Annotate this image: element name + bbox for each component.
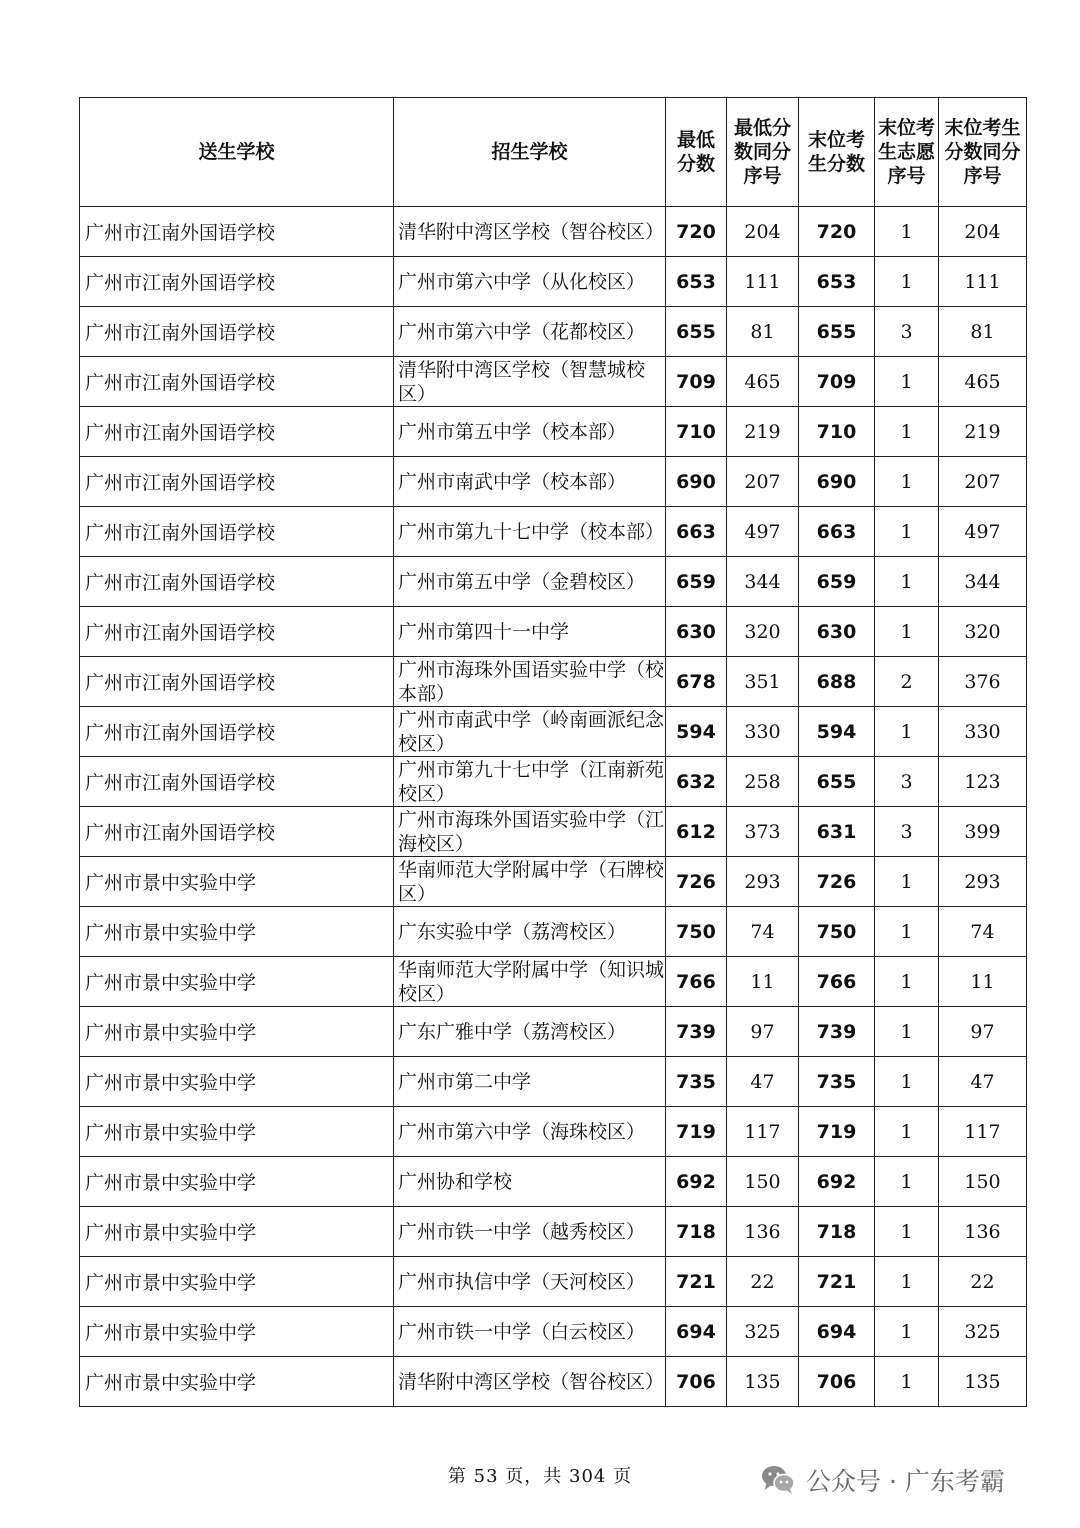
cell-sending-school: 广州市景中实验中学 [80,1307,394,1357]
cell-last-score: 739 [799,1007,875,1057]
table-row [80,957,1027,1007]
cell-last-score: 750 [799,907,875,957]
cell-last-choice-rank: 1 [875,1057,939,1107]
cell-admitting-school: 华南师范大学附属中学（知识城校区） [394,957,666,1007]
table-row [80,207,1027,257]
cell-last-score: 690 [799,457,875,507]
cell-admitting-school: 广州市执信中学（天河校区） [394,1257,666,1307]
header-sending-school: 送生学校 [80,98,394,207]
table-row [80,1307,1027,1357]
cell-last-score-tie-rank: 74 [939,907,1027,957]
cell-sending-school: 广州市江南外国语学校 [80,257,394,307]
cell-min-score: 720 [666,207,727,257]
cell-last-choice-rank: 1 [875,1007,939,1057]
cell-last-choice-rank: 1 [875,407,939,457]
header-last-score: 末位考生分数 [799,98,875,207]
cell-min-score-tie-rank: 74 [727,907,799,957]
cell-sending-school: 广州市景中实验中学 [80,1157,394,1207]
cell-sending-school: 广州市江南外国语学校 [80,807,394,857]
cell-min-score-tie-rank: 150 [727,1157,799,1207]
cell-min-score: 750 [666,907,727,957]
cell-min-score-tie-rank: 117 [727,1107,799,1157]
table-row [80,907,1027,957]
cell-last-score: 706 [799,1357,875,1407]
cell-last-score-tie-rank: 465 [939,357,1027,407]
cell-last-score-tie-rank: 293 [939,857,1027,907]
cell-last-score: 719 [799,1107,875,1157]
cell-admitting-school: 广州市第六中学（从化校区） [394,257,666,307]
table-row [80,357,1027,407]
cell-last-choice-rank: 1 [875,1107,939,1157]
cell-admitting-school: 广州协和学校 [394,1157,666,1207]
table-row [80,1257,1027,1307]
cell-last-choice-rank: 1 [875,207,939,257]
cell-min-score: 632 [666,757,727,807]
cell-admitting-school: 广州市第六中学（海珠校区） [394,1107,666,1157]
cell-last-choice-rank: 3 [875,307,939,357]
table-row [80,1207,1027,1257]
table-row [80,657,1027,707]
cell-min-score: 653 [666,257,727,307]
cell-sending-school: 广州市江南外国语学校 [80,457,394,507]
cell-min-score-tie-rank: 219 [727,407,799,457]
cell-min-score-tie-rank: 373 [727,807,799,857]
cell-last-score-tie-rank: 344 [939,557,1027,607]
cell-min-score: 709 [666,357,727,407]
cell-min-score: 630 [666,607,727,657]
cell-last-choice-rank: 1 [875,1157,939,1207]
cell-last-choice-rank: 1 [875,507,939,557]
cell-admitting-school: 广东实验中学（荔湾校区） [394,907,666,957]
cell-min-score-tie-rank: 497 [727,507,799,557]
cell-min-score: 678 [666,657,727,707]
table-row [80,407,1027,457]
cell-last-score-tie-rank: 376 [939,657,1027,707]
cell-last-score: 720 [799,207,875,257]
cell-sending-school: 广州市景中实验中学 [80,907,394,957]
cell-last-score-tie-rank: 22 [939,1257,1027,1307]
cell-last-score-tie-rank: 111 [939,257,1027,307]
cell-admitting-school: 广州市第五中学（金碧校区） [394,557,666,607]
cell-sending-school: 广州市景中实验中学 [80,1257,394,1307]
cell-last-score-tie-rank: 219 [939,407,1027,457]
cell-sending-school: 广州市江南外国语学校 [80,557,394,607]
cell-min-score: 694 [666,1307,727,1357]
cell-last-score: 594 [799,707,875,757]
cell-min-score-tie-rank: 207 [727,457,799,507]
cell-min-score-tie-rank: 330 [727,707,799,757]
table-header-row [80,98,1027,207]
cell-last-choice-rank: 1 [875,1207,939,1257]
cell-min-score-tie-rank: 204 [727,207,799,257]
admission-score-table [79,97,1027,1407]
cell-last-score: 710 [799,407,875,457]
cell-last-score: 655 [799,757,875,807]
cell-min-score-tie-rank: 344 [727,557,799,607]
cell-last-score-tie-rank: 135 [939,1357,1027,1407]
cell-min-score: 663 [666,507,727,557]
cell-last-score-tie-rank: 117 [939,1107,1027,1157]
cell-last-choice-rank: 1 [875,457,939,507]
table-row [80,1007,1027,1057]
cell-last-score: 631 [799,807,875,857]
cell-last-choice-rank: 1 [875,857,939,907]
cell-sending-school: 广州市江南外国语学校 [80,357,394,407]
cell-last-choice-rank: 1 [875,1307,939,1357]
cell-sending-school: 广州市江南外国语学校 [80,307,394,357]
cell-min-score: 766 [666,957,727,1007]
cell-admitting-school: 广州市第六中学（花都校区） [394,307,666,357]
cell-last-score: 630 [799,607,875,657]
cell-last-score-tie-rank: 325 [939,1307,1027,1357]
cell-last-score: 663 [799,507,875,557]
cell-last-score-tie-rank: 207 [939,457,1027,507]
watermark-text: 公众号 · 广东考霸 [806,1467,1005,1496]
header-last-choice-rank: 末位考生志愿序号 [875,98,939,207]
cell-admitting-school: 广东广雅中学（荔湾校区） [394,1007,666,1057]
cell-last-choice-rank: 1 [875,907,939,957]
cell-last-score: 692 [799,1157,875,1207]
cell-sending-school: 广州市景中实验中学 [80,857,394,907]
header-min-score: 最低分数 [666,98,727,207]
wechat-icon [760,1464,796,1496]
cell-last-score-tie-rank: 399 [939,807,1027,857]
table-row [80,257,1027,307]
cell-last-choice-rank: 1 [875,557,939,607]
cell-admitting-school: 广州市第二中学 [394,1057,666,1107]
cell-last-score-tie-rank: 81 [939,307,1027,357]
cell-last-score-tie-rank: 136 [939,1207,1027,1257]
cell-min-score-tie-rank: 111 [727,257,799,307]
cell-last-score-tie-rank: 320 [939,607,1027,657]
cell-last-choice-rank: 3 [875,757,939,807]
cell-min-score: 706 [666,1357,727,1407]
cell-min-score-tie-rank: 47 [727,1057,799,1107]
cell-last-score: 766 [799,957,875,1007]
cell-min-score: 659 [666,557,727,607]
cell-last-score-tie-rank: 97 [939,1007,1027,1057]
cell-admitting-school: 清华附中湾区学校（智慧城校区） [394,357,666,407]
table-row [80,557,1027,607]
table-row [80,857,1027,907]
table-row [80,1107,1027,1157]
cell-min-score: 710 [666,407,727,457]
cell-last-choice-rank: 1 [875,607,939,657]
cell-min-score-tie-rank: 22 [727,1257,799,1307]
cell-min-score-tie-rank: 97 [727,1007,799,1057]
cell-min-score-tie-rank: 136 [727,1207,799,1257]
cell-last-score-tie-rank: 204 [939,207,1027,257]
cell-last-choice-rank: 1 [875,1257,939,1307]
cell-min-score: 721 [666,1257,727,1307]
cell-min-score-tie-rank: 135 [727,1357,799,1407]
page-number: 第 53 页，共 304 页 [447,1466,633,1487]
watermark [760,1462,1005,1498]
cell-last-choice-rank: 1 [875,707,939,757]
cell-sending-school: 广州市景中实验中学 [80,1357,394,1407]
cell-admitting-school: 广州市铁一中学（白云校区） [394,1307,666,1357]
cell-last-choice-rank: 1 [875,357,939,407]
cell-admitting-school: 华南师范大学附属中学（石牌校区） [394,857,666,907]
cell-min-score-tie-rank: 293 [727,857,799,907]
cell-min-score: 726 [666,857,727,907]
cell-last-choice-rank: 2 [875,657,939,707]
cell-last-score: 718 [799,1207,875,1257]
cell-min-score: 739 [666,1007,727,1057]
cell-last-score: 655 [799,307,875,357]
header-min-score-tie-rank: 最低分数同分序号 [727,98,799,207]
cell-sending-school: 广州市江南外国语学校 [80,607,394,657]
cell-admitting-school: 广州市海珠外国语实验中学（江海校区） [394,807,666,857]
cell-admitting-school: 广州市海珠外国语实验中学（校本部） [394,657,666,707]
cell-sending-school: 广州市景中实验中学 [80,1207,394,1257]
cell-min-score: 612 [666,807,727,857]
cell-sending-school: 广州市景中实验中学 [80,1007,394,1057]
cell-admitting-school: 广州市南武中学（岭南画派纪念校区） [394,707,666,757]
table-row [80,1157,1027,1207]
cell-min-score: 655 [666,307,727,357]
cell-last-choice-rank: 3 [875,807,939,857]
cell-sending-school: 广州市江南外国语学校 [80,207,394,257]
table-row [80,457,1027,507]
cell-last-score-tie-rank: 123 [939,757,1027,807]
cell-min-score: 719 [666,1107,727,1157]
cell-admitting-school: 广州市第五中学（校本部） [394,407,666,457]
cell-min-score: 594 [666,707,727,757]
cell-last-choice-rank: 1 [875,957,939,1007]
table-row [80,707,1027,757]
cell-min-score-tie-rank: 11 [727,957,799,1007]
cell-admitting-school: 清华附中湾区学校（智谷校区） [394,207,666,257]
cell-sending-school: 广州市江南外国语学校 [80,507,394,557]
cell-min-score: 692 [666,1157,727,1207]
header-admitting-school: 招生学校 [394,98,666,207]
cell-admitting-school: 广州市第九十七中学（江南新苑校区） [394,757,666,807]
cell-sending-school: 广州市景中实验中学 [80,1107,394,1157]
cell-sending-school: 广州市江南外国语学校 [80,757,394,807]
cell-min-score-tie-rank: 258 [727,757,799,807]
cell-min-score-tie-rank: 351 [727,657,799,707]
cell-min-score: 718 [666,1207,727,1257]
cell-last-score: 659 [799,557,875,607]
cell-admitting-school: 广州市第四十一中学 [394,607,666,657]
table-row [80,1357,1027,1407]
cell-min-score-tie-rank: 325 [727,1307,799,1357]
cell-admitting-school: 广州市铁一中学（越秀校区） [394,1207,666,1257]
header-last-score-tie-rank: 末位考生分数同分序号 [939,98,1027,207]
cell-min-score: 690 [666,457,727,507]
table-row [80,807,1027,857]
cell-last-score: 688 [799,657,875,707]
cell-min-score-tie-rank: 320 [727,607,799,657]
cell-last-score: 721 [799,1257,875,1307]
cell-min-score: 735 [666,1057,727,1107]
cell-last-score-tie-rank: 330 [939,707,1027,757]
cell-admitting-school: 广州市第九十七中学（校本部） [394,507,666,557]
cell-sending-school: 广州市江南外国语学校 [80,407,394,457]
cell-last-score: 709 [799,357,875,407]
cell-min-score-tie-rank: 465 [727,357,799,407]
cell-last-choice-rank: 1 [875,257,939,307]
cell-last-score-tie-rank: 497 [939,507,1027,557]
table-row [80,507,1027,557]
cell-last-score-tie-rank: 11 [939,957,1027,1007]
cell-admitting-school: 清华附中湾区学校（智谷校区） [394,1357,666,1407]
cell-last-score-tie-rank: 150 [939,1157,1027,1207]
table-row [80,1057,1027,1107]
cell-last-score: 653 [799,257,875,307]
cell-sending-school: 广州市景中实验中学 [80,957,394,1007]
cell-sending-school: 广州市江南外国语学校 [80,657,394,707]
table-row [80,307,1027,357]
cell-last-score: 735 [799,1057,875,1107]
cell-last-score: 726 [799,857,875,907]
cell-last-choice-rank: 1 [875,1357,939,1407]
cell-last-score: 694 [799,1307,875,1357]
cell-min-score-tie-rank: 81 [727,307,799,357]
cell-sending-school: 广州市江南外国语学校 [80,707,394,757]
table-row [80,757,1027,807]
cell-sending-school: 广州市景中实验中学 [80,1057,394,1107]
cell-last-score-tie-rank: 47 [939,1057,1027,1107]
cell-admitting-school: 广州市南武中学（校本部） [394,457,666,507]
table-row [80,607,1027,657]
